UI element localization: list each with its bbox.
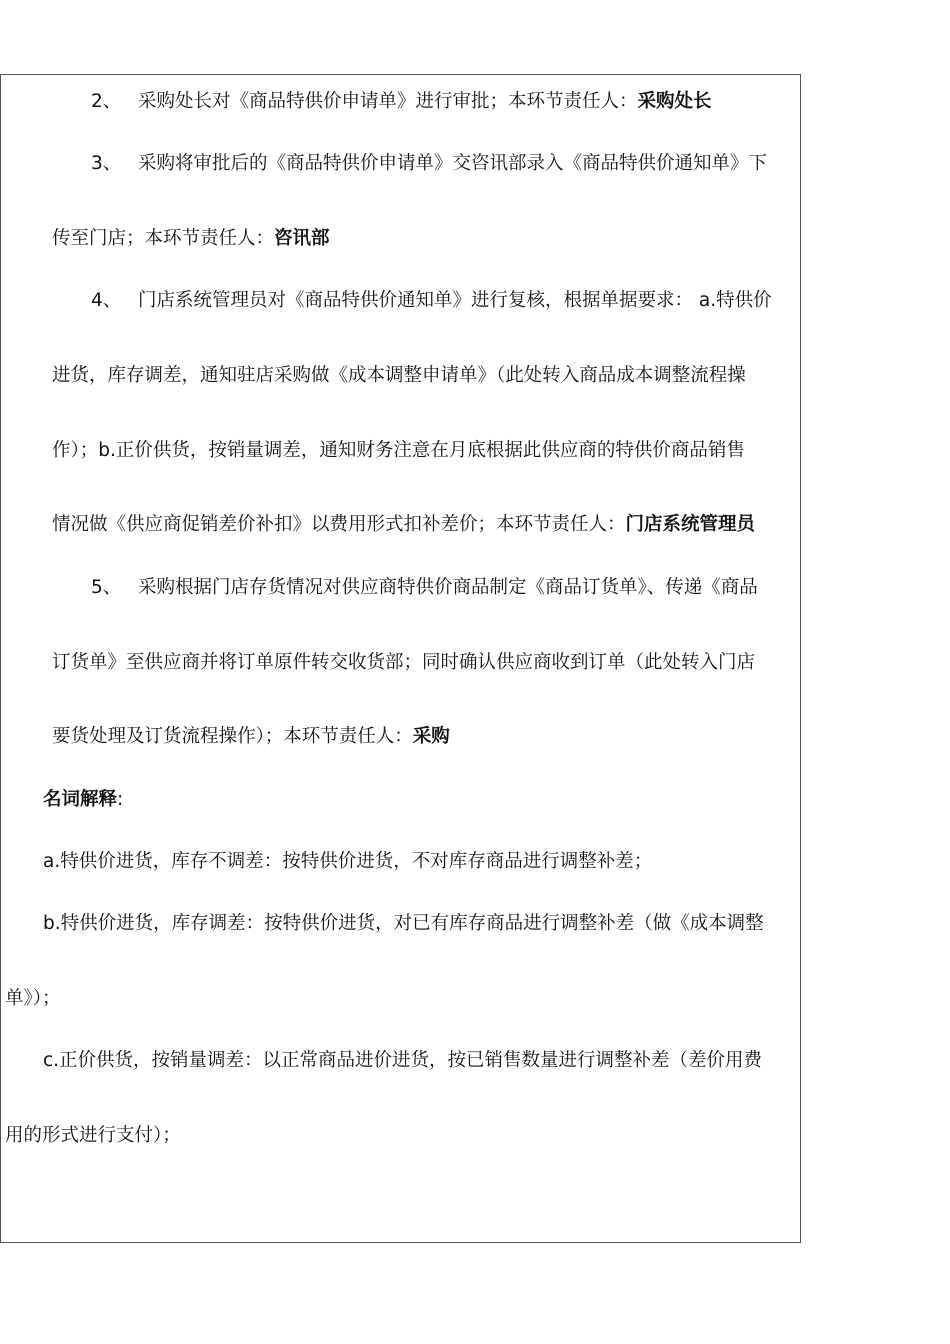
responsible-party: 门店系统管理员 bbox=[625, 514, 756, 535]
glossary-heading bbox=[43, 788, 123, 812]
glossary-text: 用的形式进行支付）； bbox=[5, 1125, 181, 1146]
step-4-continued bbox=[52, 513, 755, 537]
step-5-continued bbox=[52, 651, 755, 675]
glossary-item-b-continued bbox=[5, 987, 61, 1011]
glossary-item-c bbox=[43, 1049, 762, 1073]
step-4-continued bbox=[52, 439, 745, 463]
responsible-party: 采购 bbox=[412, 726, 450, 747]
glossary-text: c.正价供货，按销量调差：以正常商品进价进货，按已销售数量进行调整补差（差价用费 bbox=[43, 1050, 763, 1071]
step-3-continued bbox=[52, 227, 330, 251]
step-text: 情况做《供应商促销差价补扣》以费用形式扣补差价；本环节责任人： bbox=[52, 514, 626, 535]
glossary-text: b.特供价进货，库存调差：按特供价进货，对已有库存商品进行调整补差（做《成本调整 bbox=[43, 913, 764, 934]
responsible-party: 采购处长 bbox=[637, 91, 712, 112]
responsible-party: 咨讯部 bbox=[274, 228, 330, 249]
step-5 bbox=[91, 576, 758, 600]
glossary-text: 单》）； bbox=[5, 988, 61, 1009]
step-text: 门店系统管理员对《商品特供价通知单》进行复核，根据单据要求： a.特供价 bbox=[138, 290, 772, 311]
step-4 bbox=[91, 289, 772, 313]
glossary-text: a.特供价进货，库存不调差：按特供价进货，不对库存商品进行调整补差； bbox=[43, 851, 653, 872]
step-text: 采购根据门店存货情况对供应商特供价商品制定《商品订货单》、传递《商品 bbox=[138, 577, 758, 598]
step-number: 4、 bbox=[91, 290, 122, 311]
step-text: 要货处理及订货流程操作）；本环节责任人： bbox=[52, 726, 413, 747]
glossary-item-c-continued bbox=[5, 1124, 181, 1148]
step-text: 采购处长对《商品特供价申请单》进行审批；本环节责任人： bbox=[138, 91, 638, 112]
step-5-continued bbox=[52, 725, 450, 749]
step-3 bbox=[91, 152, 767, 176]
step-number: 2、 bbox=[91, 91, 122, 112]
step-4-continued bbox=[52, 364, 746, 388]
step-2 bbox=[91, 90, 712, 114]
glossary-item-b bbox=[43, 912, 764, 936]
step-number: 3、 bbox=[91, 153, 122, 174]
step-text: 传至门店；本环节责任人： bbox=[52, 228, 275, 249]
step-text: 采购将审批后的《商品特供价申请单》交咨讯部录入《商品特供价通知单》下 bbox=[138, 153, 768, 174]
glossary-colon: : bbox=[117, 789, 124, 810]
step-text: 进货，库存调差，通知驻店采购做《成本调整申请单》（此处转入商品成本调整流程操 bbox=[52, 365, 746, 386]
step-text: 作）；b.正价供货，按销量调差，通知财务注意在月底根据此供应商的特供价商品销售 bbox=[52, 440, 745, 461]
glossary-title: 名词解释 bbox=[43, 789, 118, 810]
glossary-item-a bbox=[43, 850, 652, 874]
step-number: 5、 bbox=[91, 577, 122, 598]
step-text: 订货单》至供应商并将订单原件转交收货部；同时确认供应商收到订单（此处转入门店 bbox=[52, 652, 756, 673]
